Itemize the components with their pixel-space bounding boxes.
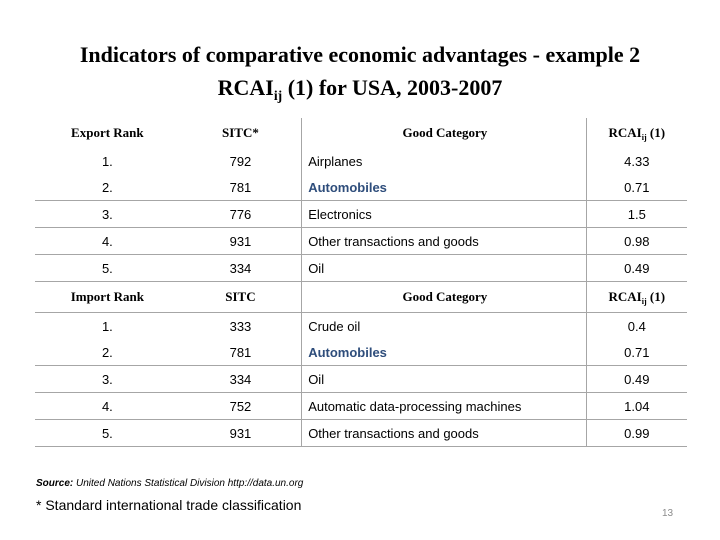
rank-cell: 2. [101,344,113,360]
sitc-cell: 334 [180,366,302,393]
value-cell: 0.4 [586,313,687,340]
title-rcai: RCAI [217,75,274,100]
rcai-label: RCAI [608,289,642,304]
export-category-header: Good Category [302,118,586,148]
title-line-1: Indicators of comparative economic advantages - example 2 [79,42,641,67]
value-cell: 4.33 [624,153,650,169]
sitc-cell: 931 [180,228,302,255]
sitc-cell: 334 [180,255,302,282]
rank-cell: 3. [35,366,180,393]
table-row [35,366,687,393]
import-rank-header: Import Rank [35,282,180,313]
rcai-suffix: (1) [646,125,666,140]
rank-cell: 3. [35,201,180,228]
export-rcai-header [586,118,687,148]
rank-cell: 2. [101,179,113,195]
import-rcai-header [586,282,687,313]
category-cell-highlighted: Automobiles [302,339,586,366]
table-row [35,339,687,366]
source-text: United Nations Statistical Division http://data.un.org [73,478,304,489]
source-label: Source: [36,478,74,489]
rank-cell: 5. [35,255,180,282]
category-cell: Oil [302,255,586,282]
category-cell: Crude oil [302,313,586,340]
rcai-table [35,118,687,447]
value-cell: 0.49 [586,255,687,282]
page-number: 13 [662,508,674,519]
rcai-suffix: (1) [646,289,666,304]
table-row [35,313,687,340]
category-cell-highlighted: Automobiles [302,174,586,201]
table-row [35,174,687,201]
export-sitc-header: SITC* [222,125,259,140]
value-cell: 1.04 [586,393,687,420]
import-sitc-header: SITC [180,282,302,313]
category-cell: Airplanes [302,148,586,174]
rcai-subscript: ij [641,132,647,142]
value-cell: 0.49 [586,366,687,393]
sitc-cell: 752 [180,393,302,420]
table-row [35,228,687,255]
table-row [35,201,687,228]
import-category-header: Good Category [302,282,586,313]
rank-cell: 1. [35,313,180,340]
title-line-2 [0,71,720,104]
value-cell: 0.71 [624,344,650,360]
sitc-cell: 781 [229,344,252,360]
rank-cell: 4. [35,393,180,420]
value-cell: 0.71 [624,179,650,195]
category-cell: Oil [302,366,586,393]
value-cell: 0.98 [586,228,687,255]
value-cell: 1.5 [586,201,687,228]
sitc-cell: 792 [229,153,252,169]
export-rank-header: Export Rank [71,125,144,140]
source-citation [36,478,303,489]
table-row [35,393,687,420]
sitc-cell: 931 [180,420,302,447]
sitc-cell: 333 [180,313,302,340]
table-row [35,148,687,174]
rank-cell: 1. [101,153,113,169]
table-row [35,420,687,447]
rank-cell: 5. [35,420,180,447]
title-rcai-subscript: ij [273,87,283,103]
footnote: * Standard international trade classification [36,497,302,513]
category-cell: Automatic data-processing machines [302,393,586,420]
slide-title [0,38,720,104]
import-header-row [35,282,687,313]
category-cell: Other transactions and goods [302,420,586,447]
sitc-cell: 776 [180,201,302,228]
rank-cell: 4. [35,228,180,255]
sitc-cell: 781 [229,179,252,195]
rcai-subscript: ij [641,296,647,306]
table-row [35,255,687,282]
category-cell: Other transactions and goods [302,228,586,255]
rcai-label: RCAI [608,125,642,140]
category-cell: Electronics [302,201,586,228]
value-cell: 0.99 [586,420,687,447]
export-header-row [35,118,687,148]
title-line-2-rest: (1) for USA, 2003-2007 [282,75,503,100]
